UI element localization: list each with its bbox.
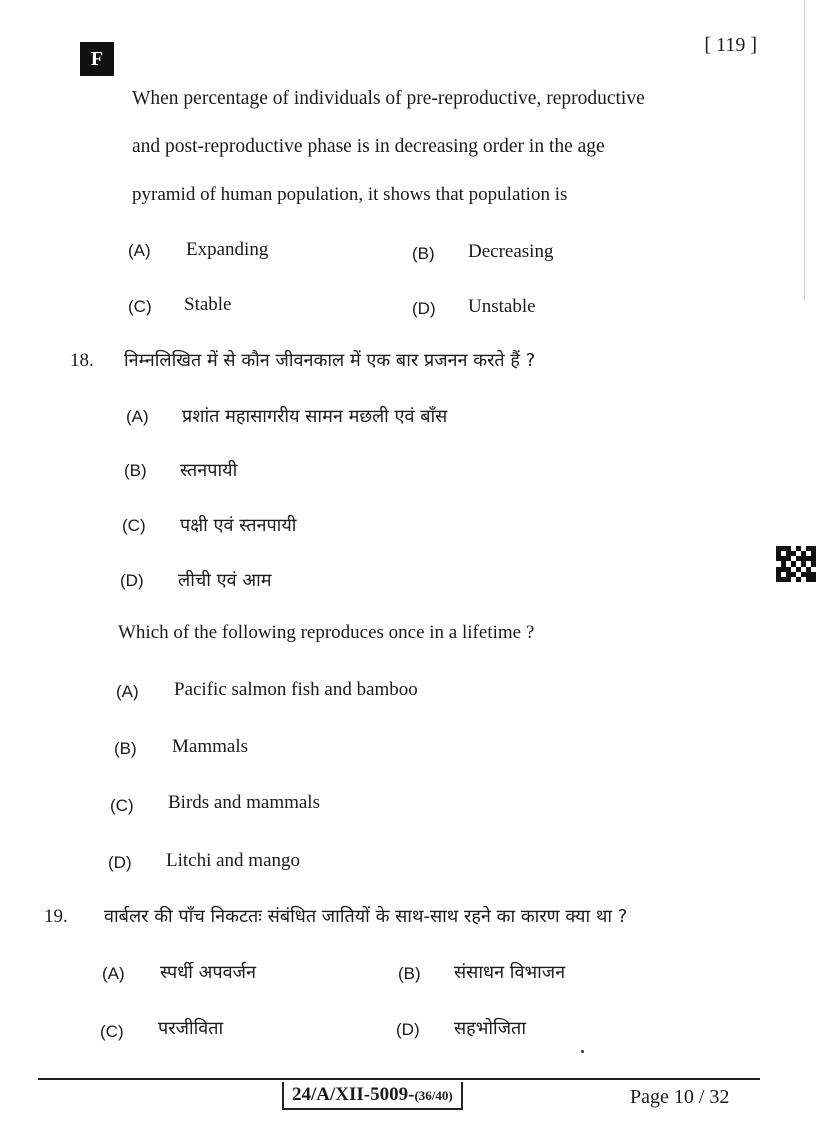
q19-option-c-text: परजीविता xyxy=(158,1018,224,1039)
q18-hindi-option-a-text: प्रशांत महासागरीय सामन मछली एवं बाँस xyxy=(182,406,448,427)
q19-option-b-text: संसाधन विभाजन xyxy=(454,962,566,983)
q18-hindi-option-c-text: पक्षी एवं स्तनपायी xyxy=(180,515,297,536)
q18-english-option-d-text: Litchi and mango xyxy=(166,850,301,871)
q17-line-2: and post-reproductive phase is in decreasing order in the age xyxy=(132,136,605,157)
q17-option-d-text: Unstable xyxy=(468,296,536,317)
q19-option-c-label: (C) xyxy=(100,1022,124,1041)
paper-code-suffix: (36/40) xyxy=(414,1088,453,1103)
q18-english-option-c-text: Birds and mammals xyxy=(168,792,320,813)
q18-english-question: Which of the following reproduces once in a lifetime ? xyxy=(118,622,535,643)
qr-code xyxy=(776,546,816,582)
q18-english-option-a-text: Pacific salmon fish and bamboo xyxy=(174,679,418,700)
q18-english-option-a-label: (A) xyxy=(116,682,139,701)
q17-option-b-label: (B) xyxy=(412,244,435,263)
q17-line-1: When percentage of individuals of pre-reproductive, reproductive xyxy=(132,88,645,109)
q17-option-d-label: (D) xyxy=(412,299,436,318)
q19-option-d-label: (D) xyxy=(396,1020,420,1039)
footer-page-number: Page 10 / 32 xyxy=(630,1086,730,1108)
q17-option-b-text: Decreasing xyxy=(468,241,554,262)
q18-number: 18. xyxy=(70,350,94,371)
q18-english-option-c-label: (C) xyxy=(110,796,134,815)
q17-option-a-label: (A) xyxy=(128,241,151,260)
q17-option-c-label: (C) xyxy=(128,297,152,316)
paper-code-main: 24/A/XII-5009- xyxy=(292,1084,415,1105)
page-reference: [ 119 ] xyxy=(704,34,757,56)
q18-hindi-option-d-text: लीची एवं आम xyxy=(178,570,272,591)
q19-number: 19. xyxy=(44,906,68,927)
q17-option-c-text: Stable xyxy=(184,294,232,315)
paper-code xyxy=(282,1082,463,1110)
page-edge-shadow xyxy=(804,0,805,300)
q19-option-d-text: सहभोजिता xyxy=(454,1018,526,1039)
q18-english-option-b-text: Mammals xyxy=(172,736,248,757)
q19-option-a-text: स्पर्धी अपवर्जन xyxy=(160,962,257,983)
stray-dot xyxy=(581,1050,584,1053)
q18-hindi-option-c-label: (C) xyxy=(122,516,146,535)
q19-hindi-question: वार्बलर की पाँच निकटतः संबंधित जातियों के साथ-साथ रहने का कारण क्या था ? xyxy=(104,906,628,927)
q17-option-a-text: Expanding xyxy=(186,239,269,260)
q18-hindi-option-a-label: (A) xyxy=(126,407,149,426)
q17-line-3: pyramid of human population, it shows that population is xyxy=(132,184,568,205)
q18-english-option-d-label: (D) xyxy=(108,853,132,872)
q19-option-b-label: (B) xyxy=(398,964,421,983)
q18-hindi-option-b-text: स्तनपायी xyxy=(180,460,238,481)
footer-rule xyxy=(38,1078,760,1080)
q18-hindi-question: निम्नलिखित में से कौन जीवनकाल में एक बार प्रजनन करते हैं ? xyxy=(124,350,536,371)
q18-english-option-b-label: (B) xyxy=(114,739,137,758)
q19-option-a-label: (A) xyxy=(102,964,125,983)
q18-hindi-option-d-label: (D) xyxy=(120,571,144,590)
set-badge: F xyxy=(80,42,114,76)
q18-hindi-option-b-label: (B) xyxy=(124,461,147,480)
